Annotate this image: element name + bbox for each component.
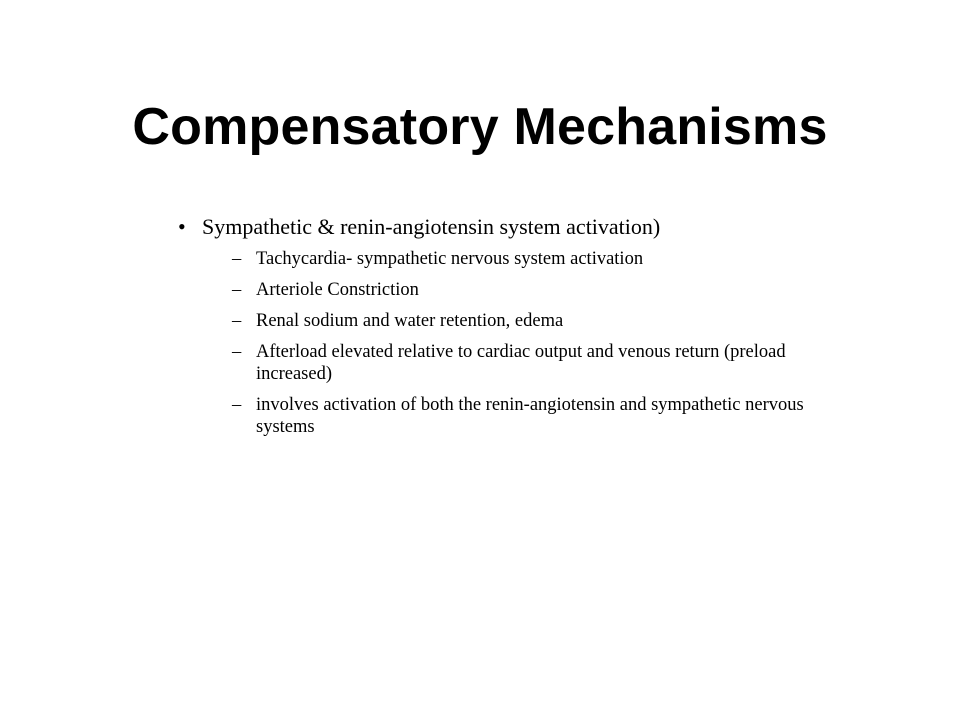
sub-bullet-text: Afterload elevated relative to cardiac output and venous return (preload increased) <box>256 342 786 384</box>
sub-bullet-marker: – <box>232 342 242 362</box>
sub-bullet-text: Arteriole Constriction <box>256 280 419 300</box>
sub-bullet-item <box>232 310 866 332</box>
sub-bullet-text: Renal sodium and water retention, edema <box>256 311 564 331</box>
sub-bullet-text: Tachycardia- sympathetic nervous system activation <box>256 249 644 269</box>
bullet-marker: • <box>178 214 186 239</box>
sub-bullet-text: involves activation of both the renin-angiotensin and sympathetic nervous systems <box>256 395 804 437</box>
sub-bullet-list <box>178 248 878 438</box>
sub-bullet-marker: – <box>232 311 242 331</box>
slide-body <box>178 210 878 447</box>
sub-bullet-item <box>232 341 866 385</box>
sub-bullet-item <box>232 394 866 438</box>
slide-title: Compensatory Mechanisms <box>132 98 828 156</box>
sub-bullet-item <box>232 248 866 270</box>
sub-bullet-marker: – <box>232 395 242 415</box>
bullet-item <box>178 210 878 244</box>
sub-bullet-item <box>232 279 866 301</box>
sub-bullet-marker: – <box>232 280 242 300</box>
sub-bullet-marker: – <box>232 249 242 269</box>
bullet-text: Sympathetic & renin-angiotensin system activation) <box>202 214 661 239</box>
